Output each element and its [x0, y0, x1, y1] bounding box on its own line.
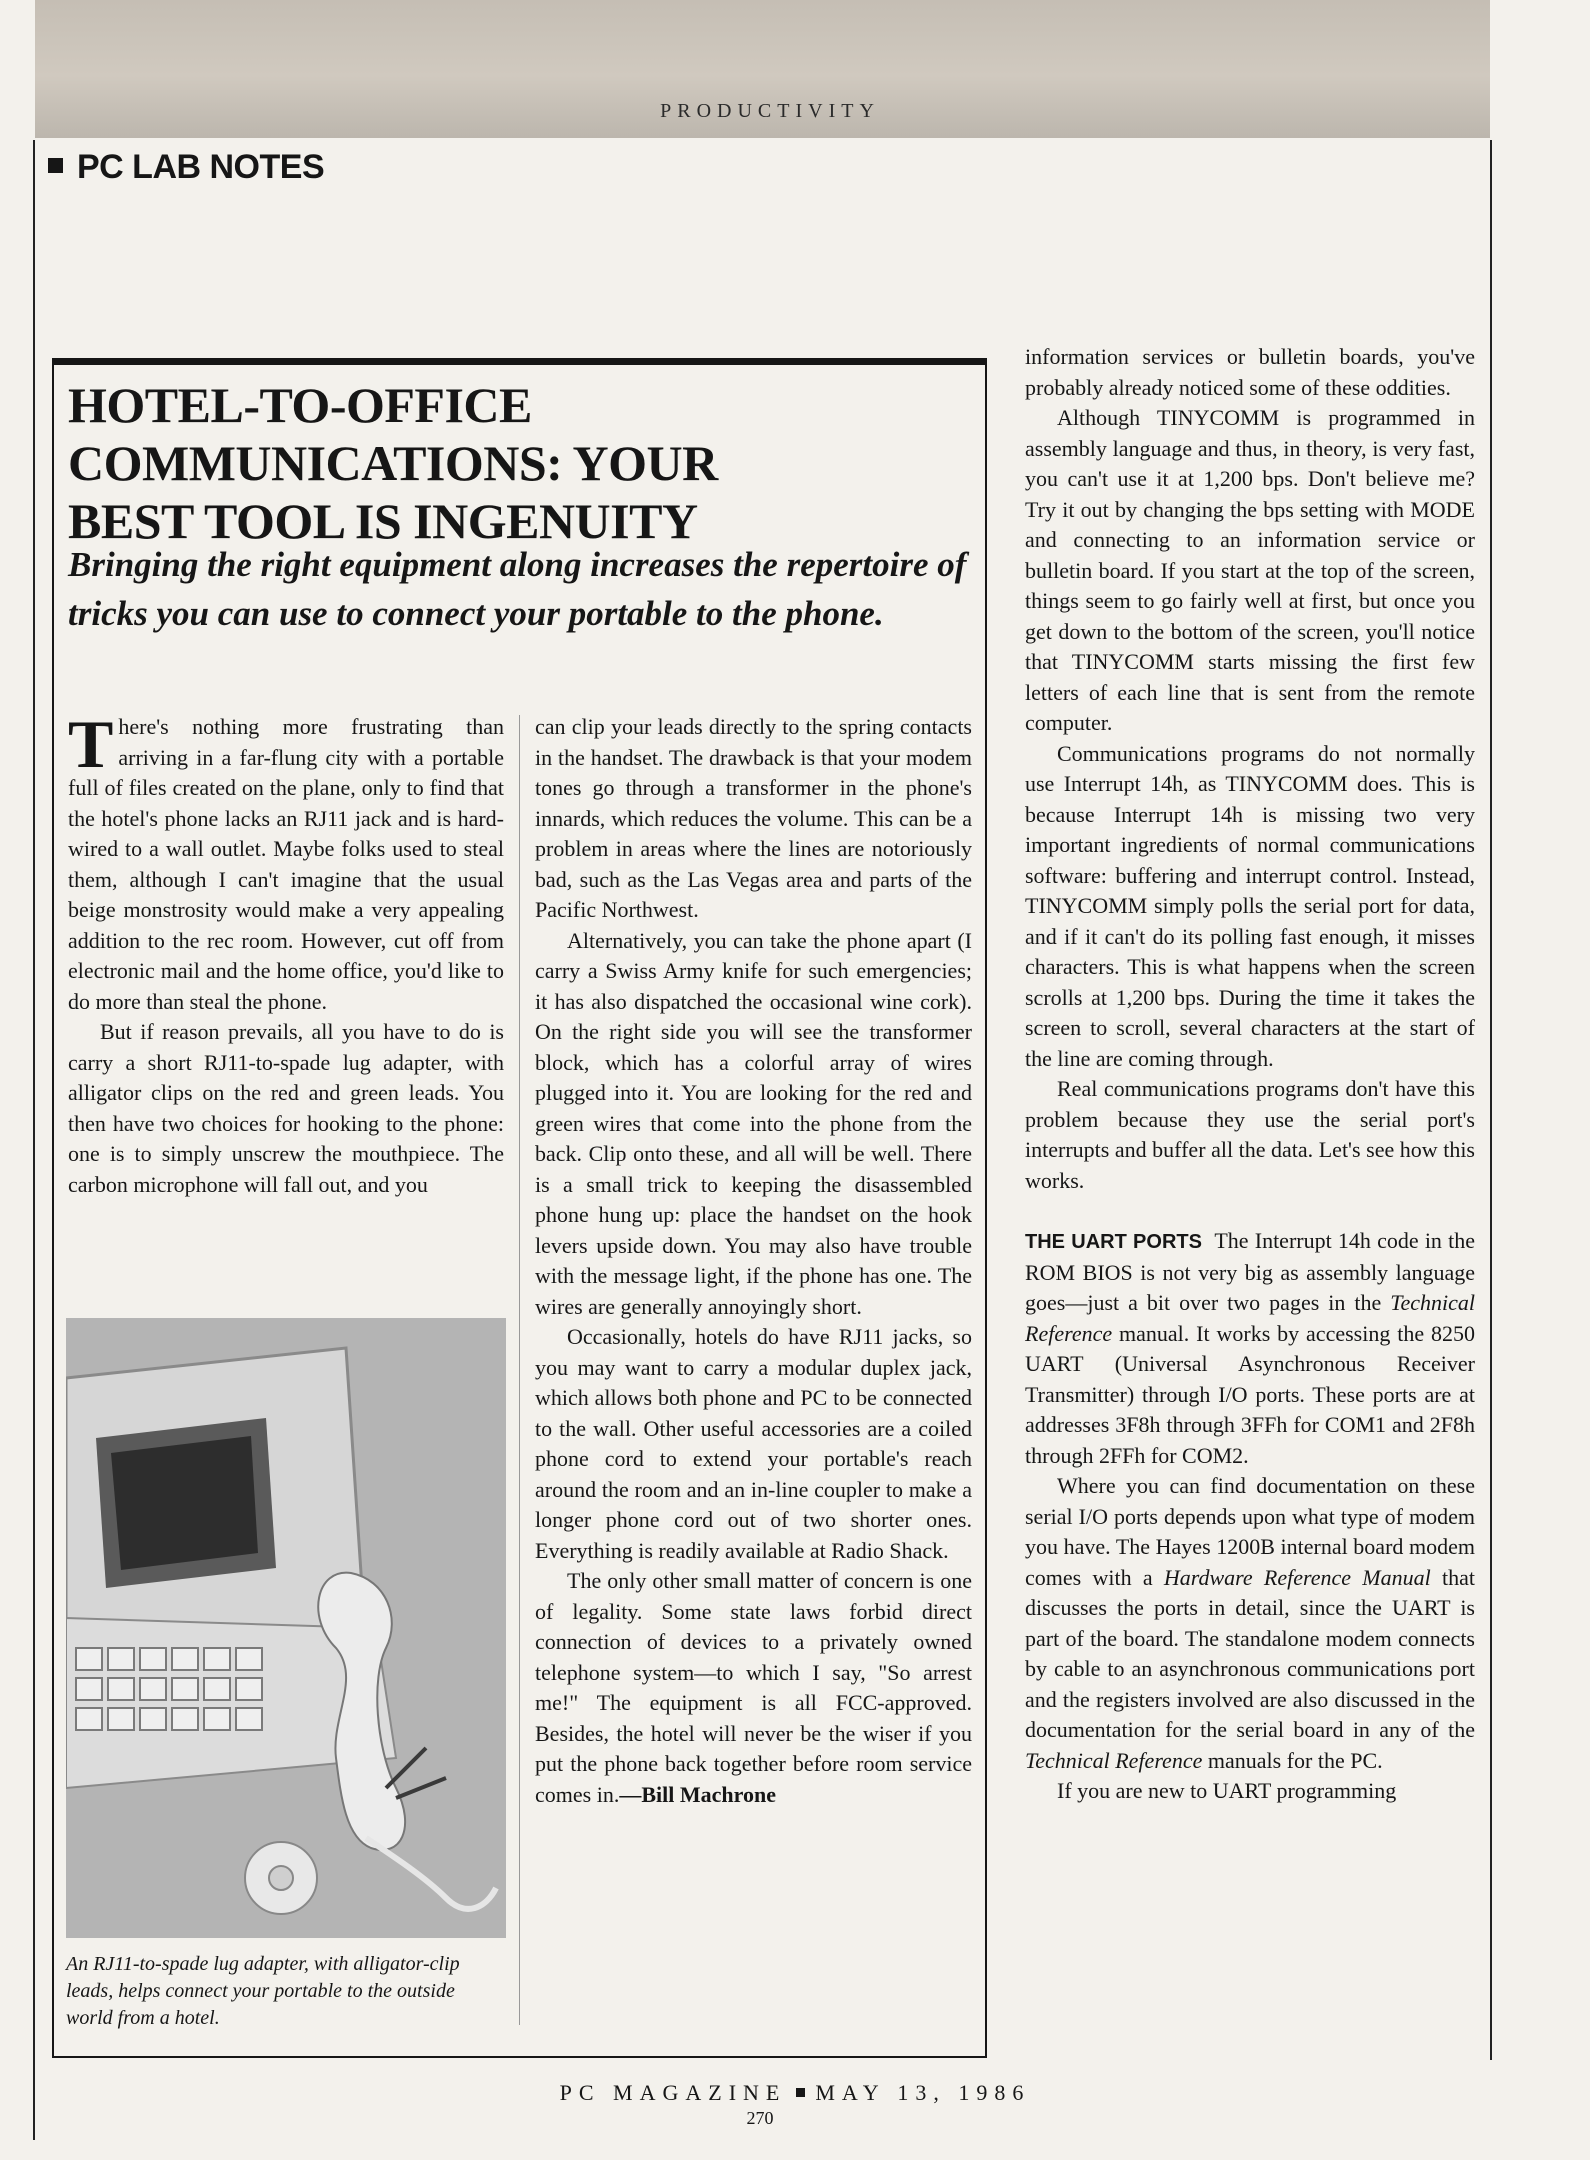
article-paragraph: Real communications programs don't have this problem because they use the serial port's interrupts and buffer all the data. Let's see how this works.	[1025, 1076, 1475, 1193]
article-paragraph	[1025, 1471, 1475, 1776]
paragraph-text: here's nothing more frustrating than arriving in a far-flung city with a portable full of files created on the plane, only to find that the hotel's phone lacks an RJ11 jack and is hard-wired to a wall outlet. Maybe folks used to steal them, although I can't imagine that the usual beige monstrosity would make a very appealing addition to the rec room. However, cut off from electronic mail and the home office, you'd like to do more than steal the phone.	[68, 714, 504, 1014]
article-paragraph: But if reason prevails, all you have to do is carry a short RJ11-to-spade lug adapter, with alligator clips on the red and green leads. You then have two choices for hooking to the phone: one is to simply unscrew the mouthpiece. The carbon microphone will fall out, and you	[68, 1019, 504, 1197]
photo-illustration	[66, 1318, 506, 1938]
paragraph-text: The only other small matter of concern is one of legality. Some state laws forbid direct connection of devices to a privately owned telephone system—to which I say, "So arrest me!" The equipment is all FCC-approved. Besides, the hotel will never be the wiser if you put the phone back together before room service comes in.	[535, 1568, 972, 1807]
left-rule	[33, 140, 35, 2140]
issue-date: MAY 13, 1986	[815, 2080, 1031, 2105]
article-paragraph: can clip your leads directly to the spring contacts in the handset. The drawback is that your modem tones go through a transformer in the phone's innards, which reduces the volume. This can be a problem in areas where the lines are notoriously bad, such as the Las Vegas area and parts of the Pacific Northwest.	[535, 714, 972, 922]
page-footer	[380, 2080, 1210, 2106]
paragraph-italic: Hardware Reference Manual	[1163, 1564, 1431, 1590]
article-paragraph: If you are new to UART programming	[1057, 1778, 1397, 1803]
article-paragraph	[68, 706, 504, 1017]
section-label: PRODUCTIVITY	[660, 100, 880, 122]
paragraph-italic: Technical Reference	[1025, 1290, 1475, 1346]
article-paragraph	[1025, 1226, 1475, 1471]
article-paragraph	[535, 1566, 972, 1810]
article-column-1	[68, 706, 504, 1200]
article-paragraph: Occasionally, hotels do have RJ11 jacks, so you may want to carry a modular duplex jack, which allows both phone and PC to be connected to the wall. Other useful accessories are a coiled phone cord to extend your portable's reach around the room and an in-line coupler to make a longer phone cord out of two shorter ones. Everything is readily available at Radio Shack.	[535, 1324, 972, 1563]
article-deck: Bringing the right equipment along increases the repertoire of tricks you can use to connect your portable to the phone.	[68, 545, 967, 633]
article-column-3	[1025, 342, 1475, 1807]
right-rule	[1490, 140, 1492, 2060]
paragraph-text: Where you can find documentation on these serial I/O ports depends upon what type of modem you have. The Hayes 1200B internal board modem comes with a	[1025, 1473, 1475, 1590]
author-signature: —Bill Machrone	[619, 1781, 776, 1807]
paragraph-text: that discusses the ports in detail, since the UART is part of the board. The standalone modem connects by cable to an asynchronous communications port and the registers involved are also discussed in the documentation for the serial board in any of the	[1025, 1564, 1475, 1742]
photo-caption: An RJ11-to-spade lug adapter, with alligator-clip leads, helps connect your portable to the outside world from a hotel.	[66, 1953, 460, 2029]
article-paragraph: Communications programs do not normally use Interrupt 14h, as TINYCOMM does. This is because Interrupt 14h is missing two very important ingredients of normal communications software: buffering and interrupt control. Instead, TINYCOMM simply polls the serial port for data, and if it can't do its polling fast enough, it misses characters. This is what happens when the screen scrolls at 1,200 bps. During the time it takes the screen to scroll, several characters at the start of the line are coming through.	[1025, 740, 1475, 1071]
article-headline: HOTEL-TO-OFFICE COMMUNICATIONS: YOUR BEST TOOL IS INGENUITY	[68, 377, 718, 549]
photo-portable-computer-and-phone	[66, 1318, 506, 1938]
article-column-2	[535, 712, 972, 1810]
department-label	[48, 148, 324, 187]
magazine-name: PC MAGAZINE	[559, 2080, 787, 2105]
bullet-square-icon	[48, 158, 63, 173]
paragraph-italic: Technical Reference	[1025, 1747, 1203, 1773]
paragraph-text: manuals for the PC.	[1202, 1747, 1383, 1773]
article-paragraph: Alternatively, you can take the phone apart (I carry a Swiss Army knife for such emergencies; it has also dispatched the occasional wine cork). On the right side you will see the transformer block, which has a colorful array of wires plugged into it. You are looking for the red and green wires that come into the phone from the back. Clip onto these, and all will be well. There is a small trick to keeping the disassembled phone hung up: place the handset on the hook levers upside down. You may also have trouble with the message light, if the phone has one. The wires are generally annoyingly short.	[535, 927, 972, 1319]
paragraph-text: The Interrupt 14h code in the ROM BIOS is not very big as assembly language goes—just a bit over two pages in the	[1025, 1228, 1475, 1315]
page-number: 270	[746, 2108, 774, 2128]
article-paragraph: Although TINYCOMM is programmed in assembly language and thus, in theory, is very fast, you can't use it at 1,200 bps. Don't believe me? Try it out by changing the bps setting with MODE and connecting to an information service or bulletin board. If you start at the top of the screen, things seem to go fairly well at first, but once you get down to the bottom of the screen, you'll notice that TINYCOMM starts missing the first few letters of each line that is sent from the remote computer.	[1025, 405, 1475, 735]
paragraph-text: manual. It works by accessing the 8250 UART (Universal Asynchronous Receiver Transmitter) through I/O ports. These ports are at addresses 3F8h through 3FFh for COM1 and 2F8h through 2FFh for COM2.	[1025, 1320, 1475, 1468]
section-subhead: THE UART PORTS	[1025, 1231, 1202, 1253]
column-divider	[519, 715, 520, 2025]
department-text: PC LAB NOTES	[77, 148, 325, 186]
drop-cap: T	[68, 706, 114, 782]
bullet-square-icon	[796, 2088, 805, 2097]
article-paragraph: information services or bulletin boards, you've probably already noticed some of these oddities.	[1025, 344, 1475, 400]
